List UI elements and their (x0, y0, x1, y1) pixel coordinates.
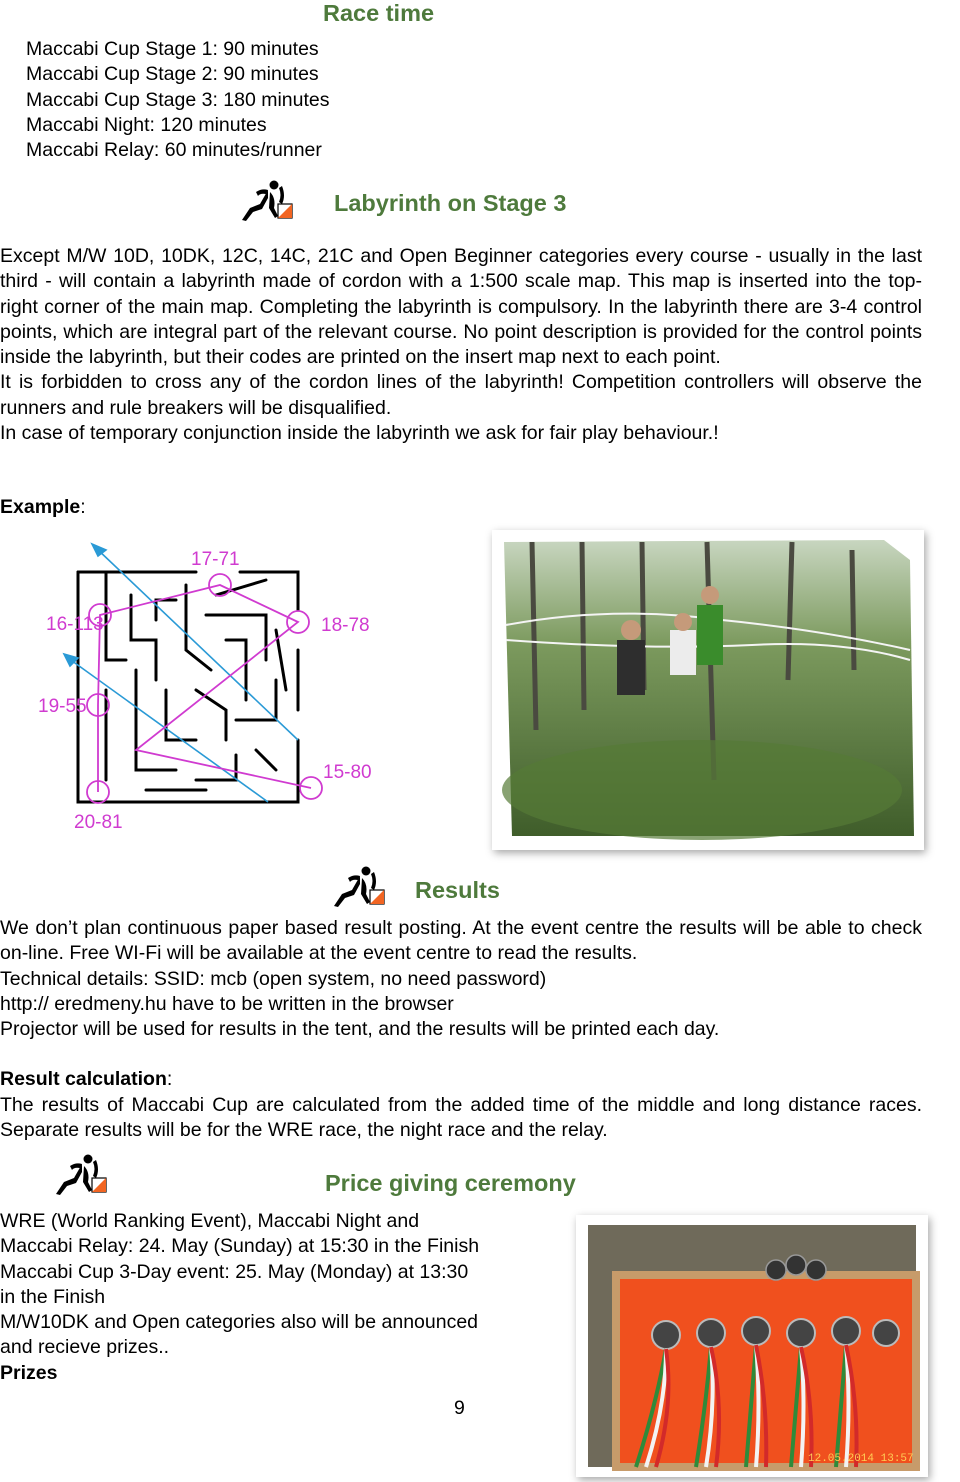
price-giving-line: in the Finish (0, 1285, 106, 1308)
orienteering-runner-icon (330, 866, 386, 910)
labyrinth-paragraph: In case of temporary conjunction inside the labyrinth we ask for fair play behaviour.! (0, 422, 719, 445)
price-giving-line: and recieve prizes.. (0, 1336, 170, 1359)
result-calc-colon: : (166, 1068, 173, 1090)
labyrinth-body (0, 244, 922, 446)
race-time-line: Maccabi Relay: 60 minutes/runner (26, 139, 322, 162)
price-giving-line: WRE (World Ranking Event), Maccabi Night and (0, 1210, 420, 1232)
prizes-label: Prizes (0, 1361, 58, 1384)
results-line: Technical details: SSID: mcb (open system, no need password) (0, 967, 547, 990)
race-time-line: Maccabi Cup Stage 2: 90 minutes (26, 63, 319, 86)
labyrinth-heading: Labyrinth on Stage 3 (334, 190, 567, 216)
results-line: http:// eredmeny.hu have to be written in the browser (0, 992, 454, 1015)
page-number: 9 (454, 1397, 465, 1419)
control-code: 17-71 (191, 549, 240, 570)
example-colon: : (80, 496, 86, 518)
control-code: 15-80 (323, 762, 372, 783)
labyrinth-paragraph: Except M/W 10D, 10DK, 12C, 14C, 21C and Open Beginner categories every course - usually in the last third - will contain a labyrinth made of cordon with a 1:500 scale map. This map is inserted into the top-right corner of the main map. Completing the labyrinth is compulsory. In the labyrinth there are 3-4 control points, which are integral part of the relevant course. No point description is provided for the control points inside the labyrinth, but their codes are printed on the insert map next to each point. (0, 245, 922, 369)
race-time-line: Maccabi Night: 120 minutes (26, 113, 267, 136)
results-body (0, 916, 922, 1042)
race-time-list (26, 37, 330, 163)
result-calc-text: The results of Maccabi Cup are calculated from the added time of the middle and long distance races. Separate results will be for the WRE race, the night race and the relay. (0, 1094, 922, 1142)
photo-date-stamp: 12.05.2014 13:57 (808, 1453, 914, 1465)
orienteering-runner-icon (238, 180, 294, 224)
example-label: Example (0, 496, 81, 518)
price-giving-body (0, 1209, 479, 1386)
forest-photo (492, 530, 924, 850)
race-time-line: Maccabi Cup Stage 3: 180 minutes (26, 88, 330, 111)
results-line: We don’t plan continuous paper based result posting. At the event centre the results will be able to check on-line. Free WI-Fi will be available at the event centre to read the results. (0, 917, 922, 965)
results-line: Projector will be used for results in the tent, and the results will be printed each day. (0, 1018, 720, 1041)
result-calc-label-row (0, 1067, 172, 1092)
results-heading: Results (415, 877, 500, 903)
price-giving-line: Maccabi Relay: 24. May (Sunday) at 15:30 in the Finish (0, 1235, 480, 1258)
price-giving-heading: Price giving ceremony (325, 1170, 576, 1196)
control-code: 18-78 (321, 615, 370, 636)
example-label-row (0, 495, 86, 520)
labyrinth-map (36, 540, 396, 845)
control-code: 16-113 (46, 614, 104, 635)
control-code: 20-81 (74, 812, 123, 833)
labyrinth-paragraph: It is forbidden to cross any of the cordon lines of the labyrinth! Competition controllers will observe the runners and rule breakers will be disqualified. (0, 371, 922, 419)
orienteering-runner-icon (52, 1154, 108, 1198)
race-time-heading: Race time (323, 0, 435, 26)
medals-photo (576, 1215, 928, 1477)
race-time-line: Maccabi Cup Stage 1: 90 minutes (26, 38, 319, 60)
price-giving-line: Maccabi Cup 3-Day event: 25. May (Monday) at 13:30 (0, 1260, 469, 1283)
control-code: 19-55 (38, 696, 87, 717)
price-giving-line: M/W10DK and Open categories also will be announced (0, 1311, 479, 1334)
result-calc-label: Result calculation (0, 1068, 167, 1090)
